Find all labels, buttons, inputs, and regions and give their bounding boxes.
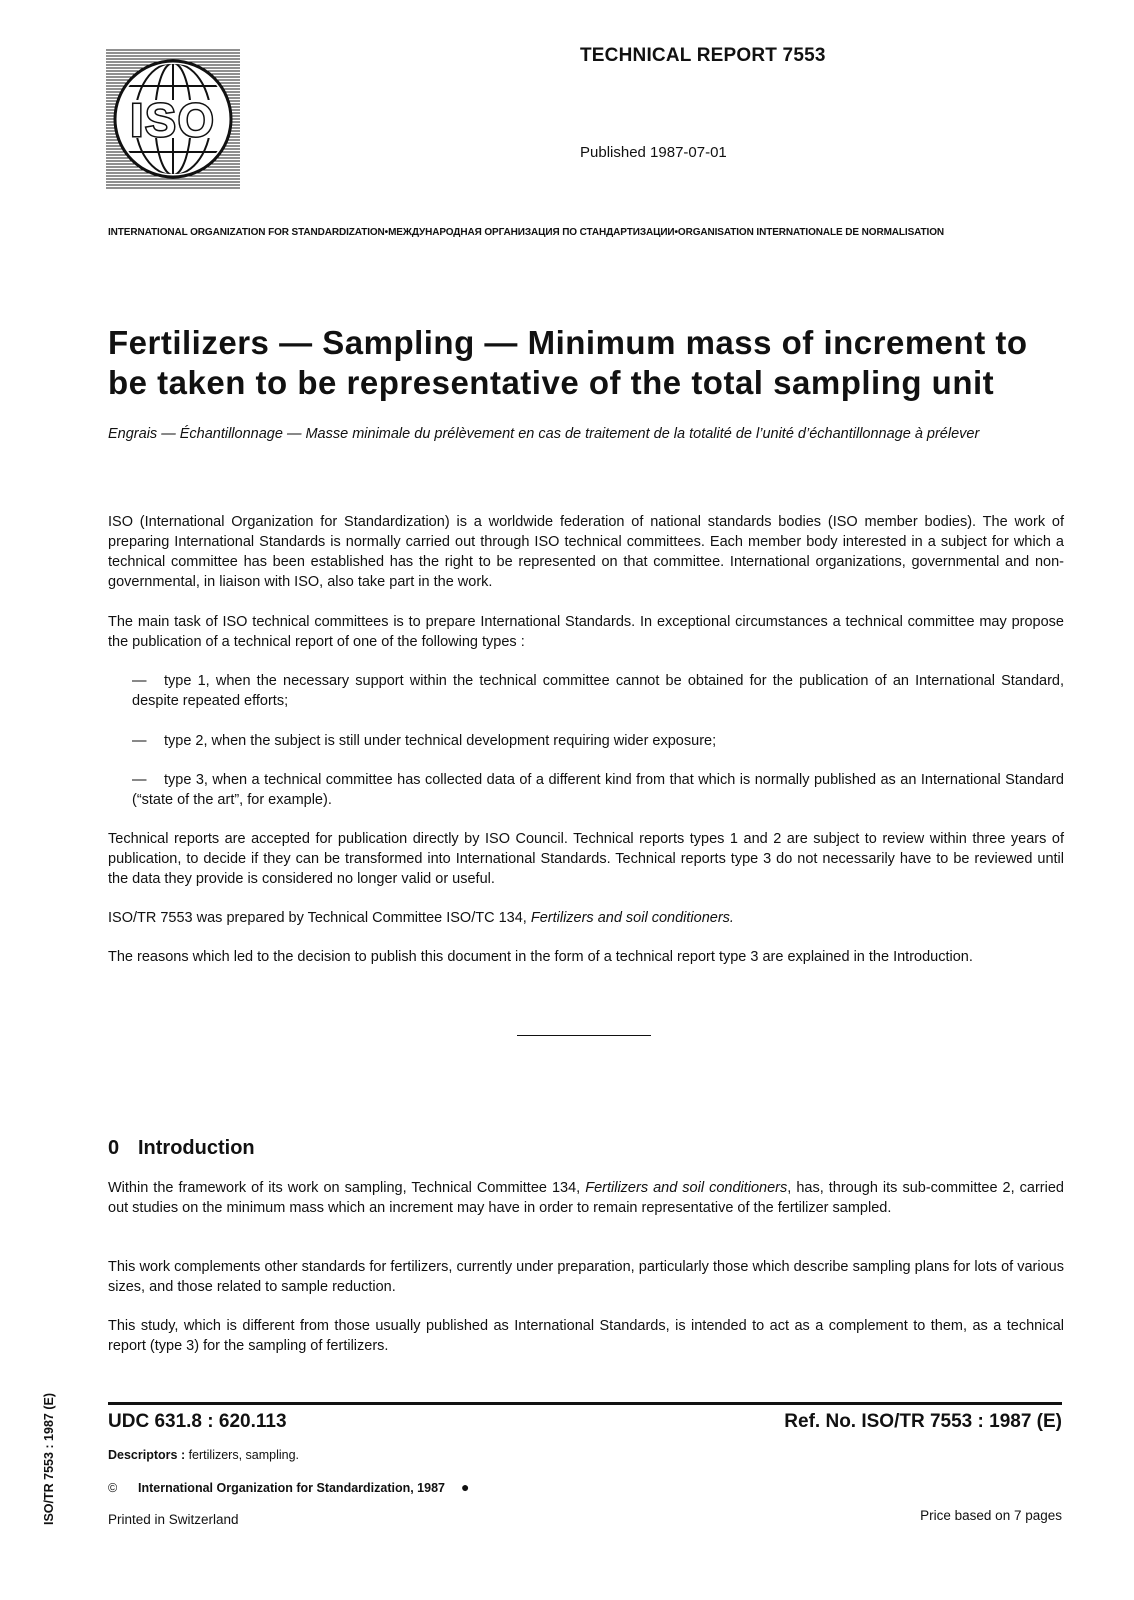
list-item — [132, 671, 1064, 711]
list-item — [132, 770, 1064, 810]
committee-name: Fertilizers and soil conditioners. — [530, 910, 734, 926]
list-item-text: type 1, when the necessary support within the technical committee cannot be obtained for the publication of an International Standard, despite repeated efforts; — [132, 673, 1064, 709]
committee-name: Fertilizers and soil conditioners — [585, 1180, 788, 1196]
foreword-paragraph-5: The reasons which led to the decision to publish this document in the form of a technical report type 3 are explained in the Introduction. — [108, 949, 973, 965]
foreword-paragraph-3: Technical reports are accepted for publication directly by ISO Council. Technical reports types 1 and 2 are subject to review within three years of publication, to decide if they can be transformed into International Standards. Technical reports type 3 do not necessarily have to be reviewed until the data they provide is considered no longer valid or useful. — [108, 831, 1064, 887]
side-reference-label: ISO/TR 7553 : 1987 (E) — [42, 1392, 56, 1525]
section-divider — [517, 1035, 651, 1036]
list-marker: — — [132, 772, 147, 788]
section-title: Introduction — [138, 1137, 255, 1159]
intro-text: , has, through its sub-committee 2, carried out studies on the minimum mass which an increment may have in order to remain representative of the fertilizer sampled. — [108, 1180, 1064, 1216]
organization-line: INTERNATIONAL ORGANIZATION FOR STANDARDIZATION•МЕЖДУНАРОДНАЯ ОРГАНИЗАЦИЯ ПО СТАНДАРТИЗАЦИИ•ORGANISATION INTERNATIONALE DE NORMALISATION — [108, 227, 945, 238]
side-reference — [42, 1375, 60, 1525]
foreword-paragraph-1: ISO (International Organization for Standardization) is a worldwide federation of national standards bodies (ISO member bodies). The work of preparing International Standards is normally carried out through ISO technical committees. Each member body interested in a subject for which a technical committee has been established has the right to be represented on that committee. International organizations, governmental and non-governmental, in liaison with ISO, also take part in the work. — [108, 514, 1064, 590]
intro-text: Within the framework of its work on sampling, Technical Committee 134, — [108, 1180, 586, 1196]
introduction-paragraph-2: This work complements other standards for fertilizers, currently under preparation, particularly those which describe sampling plans for lots of various sizes, and those related to sample reduction. — [108, 1259, 1064, 1295]
descriptors-value: fertilizers, sampling. — [185, 1448, 300, 1462]
list-marker: — — [132, 733, 147, 749]
iso-logo — [106, 48, 240, 190]
bullet-icon: ● — [461, 1479, 470, 1495]
descriptors — [108, 1448, 299, 1462]
reference-number: Ref. No. ISO/TR 7553 : 1987 (E) — [784, 1411, 1062, 1432]
document-title: Fertilizers — Sampling — Minimum mass of increment to be taken to be representative of the total sampling unit — [108, 324, 1028, 401]
foreword-paragraph-2: The main task of ISO technical committees is to prepare International Standards. In exceptional circumstances a technical committee may propose the publication of a technical report of one of the following types : — [108, 614, 1064, 650]
price-note: Price based on 7 pages — [920, 1508, 1062, 1523]
logo-text: ISO — [130, 94, 216, 146]
french-title: Engrais — Échantillonnage — Masse minimale du prélèvement en cas de traitement de la totalité de l’unité d’échantillonnage à prélever — [108, 426, 980, 442]
publication-date: Published 1987-07-01 — [580, 144, 727, 161]
list-item-text: type 3, when a technical committee has collected data of a different kind from that which is normally published as an International Standard (“state of the art”, for example). — [132, 772, 1064, 808]
copyright-icon: © — [108, 1481, 118, 1495]
introduction-heading — [108, 1137, 255, 1160]
introduction-paragraph-3: This study, which is different from those usually published as International Standards, is intended to act as a complement to them, as a technical report (type 3) for the sampling of fertilizers. — [108, 1318, 1064, 1354]
list-item — [132, 731, 1064, 751]
committee-text: ISO/TR 7553 was prepared by Technical Committee ISO/TC 134, — [108, 910, 531, 926]
copyright-notice — [108, 1479, 469, 1495]
section-number: 0 — [108, 1137, 120, 1159]
udc-number: UDC 631.8 : 620.113 — [108, 1411, 287, 1432]
footer-rule — [108, 1402, 1062, 1405]
foreword-paragraph-4 — [108, 908, 1064, 928]
copyright-text: International Organization for Standardization, 1987 — [138, 1481, 445, 1495]
descriptors-label: Descriptors : — [108, 1448, 186, 1462]
list-marker: — — [132, 673, 147, 689]
document-type: TECHNICAL REPORT 7553 — [580, 45, 826, 66]
printed-location: Printed in Switzerland — [108, 1512, 239, 1527]
list-item-text: type 2, when the subject is still under technical development requiring wider exposure; — [164, 733, 717, 749]
introduction-paragraph-1 — [108, 1178, 1064, 1218]
